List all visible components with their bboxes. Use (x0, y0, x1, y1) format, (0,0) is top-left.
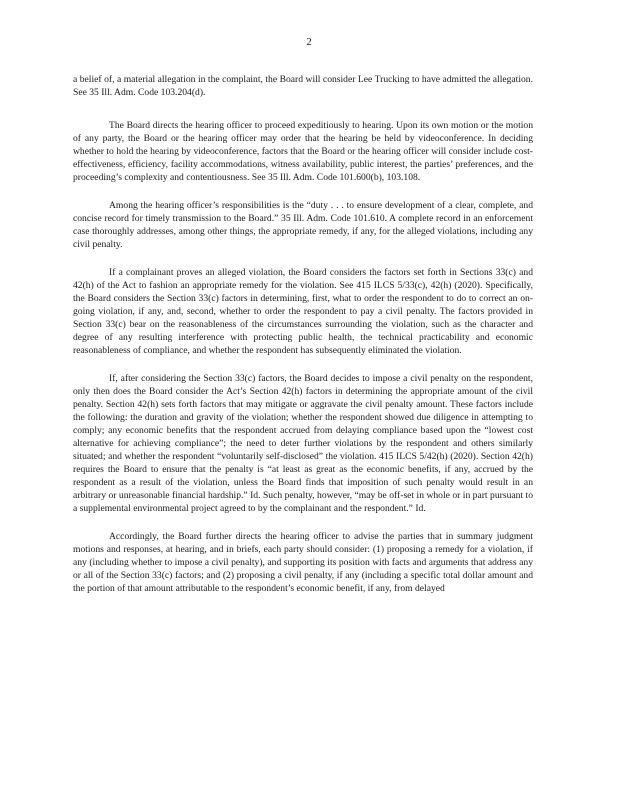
paragraph-remedy-proposal: Accordingly, the Board further directs the hearing officer to advise the parties that in summary judgment motions and responses, at hearing, and in briefs, each party should consider: (1) proposing a remedy for a violation, if any (including whether to impose a civil penalty), and supporting its position with facts and arguments that address any or all of the Section 33(c) factors; and (2) proposing a civil penalty, if any (including a specific total dollar amount and the portion of that amount attributable to the respondent’s economic benefit, if any, from delayed (73, 531, 533, 594)
document-body (73, 73, 533, 610)
page-number: 2 (306, 36, 312, 48)
paragraph-default-allegation: a belief of, a material allegation in the complaint, the Board will consider Lee Trucking to have admitted the allegation. See 35 Ill. Adm. Code 103.204(d). (73, 74, 533, 98)
paragraph-hearing-directive: The Board directs the hearing officer to proceed expeditiously to hearing. Upon its own motion or the motion of any party, the Board or the hearing officer may order that the hearing be held by videoconference. In deciding whether to hold the hearing by videoconference, factors that the Board or the hearing officer will consider include cost-effectiveness, efficiency, facility accommodations, witness availability, public interest, the parties’ preferences, and the proceeding’s complexity and contentiousness. See 35 Ill. Adm. Code 101.600(b), 103.108. (73, 120, 533, 183)
paragraph-hearing-officer-duties: Among the hearing officer’s responsibilities is the “duty . . . to ensure development of a clear, complete, and concise record for timely transmission to the Board.” 35 Ill. Adm. Code 101.610. A complete record in an enforcement case thoroughly addresses, among other things, the appropriate remedy, if any, for the alleged violations, including any civil penalty. (73, 200, 533, 250)
paragraph-section-33c-factors: If a complainant proves an alleged violation, the Board considers the factors set forth in Sections 33(c) and 42(h) of the Act to fashion an appropriate remedy for the violation. See 415 ILCS 5/33(c), 42(h) (2020). Specifically, the Board considers the Section 33(c) factors in determining, first, what to order the respondent to do to correct an on-going violation, if any, and, second, whether to order the respondent to pay a civil penalty. The factors provided in Section 33(c) bear on the reasonableness of the circumstances surrounding the violation, such as the character and degree of any resulting interference with protecting public health, the technical practicability and economic reasonableness of compliance, and whether the respondent has subsequently eliminated the violation. (73, 267, 533, 356)
paragraph-section-42h-factors: If, after considering the Section 33(c) factors, the Board decides to impose a civil penalty on the respondent, only then does the Board consider the Act’s Section 42(h) factors in determining the appropriate amount of the civil penalty. Section 42(h) sets forth factors that may mitigate or aggravate the civil penalty amount. These factors include the following: the duration and gravity of the violation; whether the respondent showed due diligence in attempting to comply; any economic benefits that the respondent accrued from delaying compliance based upon the “lowest cost alternative for achieving compliance”; the need to deter further violations by the respondent and others similarly situated; and whether the respondent “voluntarily self-disclosed” the violation. 415 ILCS 5/42(h) (2020). Section 42(h) requires the Board to ensure that the penalty is “at least as great as the economic benefits, if any, accrued by the respondent as a result of the violation, unless the Board finds that imposition of such penalty would result in an arbitrary or unreasonable financial hardship.” Id. Such penalty, however, “may be off-set in whole or in part pursuant to a supplemental environmental project agreed to by the complainant and the respondent.” Id. (73, 373, 533, 514)
